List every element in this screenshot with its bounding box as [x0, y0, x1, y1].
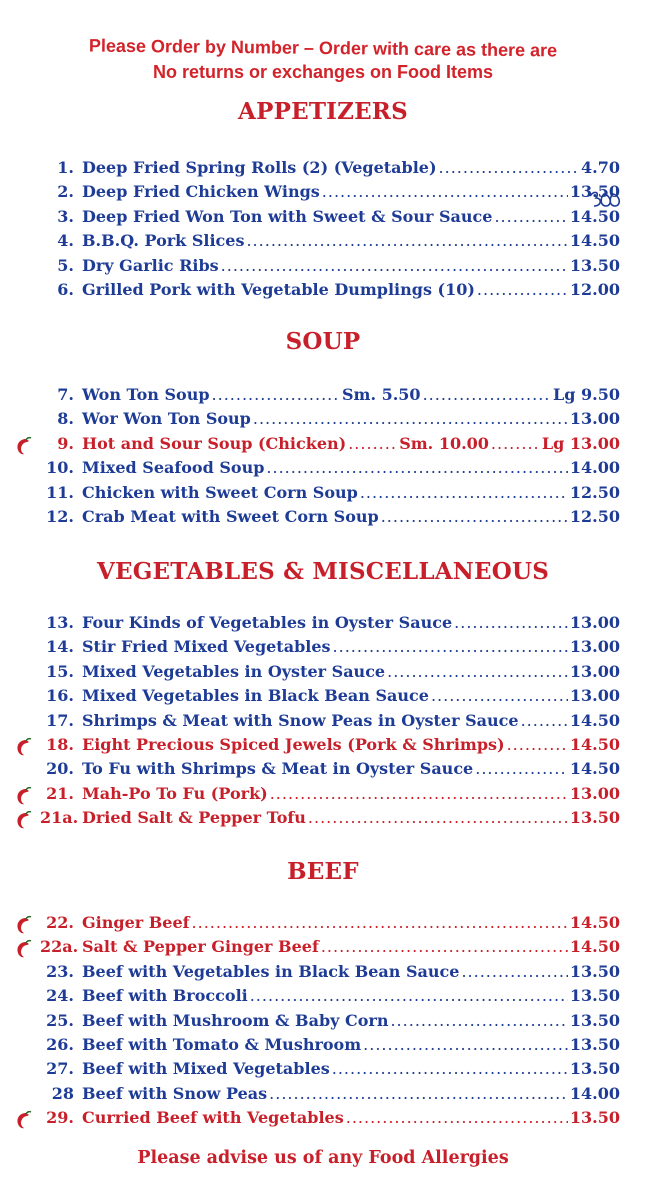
item-price: 13.50: [569, 808, 620, 828]
item-price: 14.50: [569, 206, 620, 226]
dot-leader: [221, 256, 568, 275]
menu-item: [40, 735, 620, 759]
menu-item: [40, 962, 620, 986]
dot-leader: [322, 182, 568, 201]
dot-leader: [346, 1108, 568, 1127]
item-price: 13.50: [569, 986, 620, 1006]
item-number: 23.: [46, 961, 74, 981]
section-title-appetizers: APPETIZERS: [238, 98, 408, 125]
menu-item: [40, 637, 620, 661]
item-name: Dry Garlic Ribs: [82, 255, 219, 275]
item-number: 27.: [46, 1059, 74, 1079]
item-name: Mixed Vegetables in Oyster Sauce: [82, 661, 386, 681]
menu-item: [40, 409, 620, 433]
menu-item: [40, 913, 620, 937]
item-name: Deep Fried Chicken Wings: [82, 182, 320, 202]
item-number: 21a.: [40, 808, 79, 828]
dot-leader: [507, 735, 568, 754]
vegetables-list: [40, 613, 620, 833]
item-price: 14.00: [569, 458, 620, 478]
handwritten-price-correction: [586, 186, 624, 216]
item-number: 15.: [46, 661, 74, 681]
item-number: 17.: [46, 710, 74, 730]
dot-leader: [439, 158, 579, 177]
item-number: 8.: [57, 409, 74, 429]
dot-leader: [363, 1035, 568, 1054]
item-price: 14.50: [569, 231, 620, 251]
menu-item: [40, 1035, 620, 1059]
menu-item: [40, 1059, 620, 1083]
dot-leader: [491, 434, 540, 453]
dot-leader: [461, 962, 567, 981]
item-number: 18.: [46, 734, 74, 754]
item-number: 29.: [46, 1108, 74, 1128]
menu-item: [40, 613, 620, 637]
item-number: 9.: [57, 433, 74, 453]
dot-leader: [381, 507, 568, 526]
item-name: Deep Fried Won Ton with Sweet & Sour Sauce: [82, 206, 493, 226]
item-price: 13.00: [569, 686, 620, 706]
dot-leader: [266, 458, 567, 477]
item-number: 28: [51, 1083, 74, 1103]
item-name: Salt & Pepper Ginger Beef: [82, 937, 319, 957]
item-name: Beef with Mushroom & Baby Corn: [82, 1010, 389, 1030]
chili-pepper-icon: [12, 737, 34, 757]
dot-leader: [348, 434, 397, 453]
dot-leader: [253, 409, 568, 428]
item-price: 13.50: [569, 255, 620, 275]
menu-item: [40, 1011, 620, 1035]
dot-leader: [321, 937, 568, 956]
item-name: Chicken with Sweet Corn Soup: [82, 482, 358, 502]
dot-leader: [423, 385, 551, 404]
item-name: Beef with Tomato & Mushroom: [82, 1034, 362, 1054]
menu-item: [40, 1108, 620, 1132]
item-name: Beef with Broccoli: [82, 986, 248, 1006]
item-name: Ginger Beef: [82, 913, 190, 932]
item-number: 13.: [46, 613, 74, 632]
chili-pepper-icon: [12, 810, 34, 830]
dot-leader: [521, 711, 568, 730]
chili-pepper-icon: [12, 1110, 34, 1130]
item-name: Wor Won Ton Soup: [82, 409, 251, 429]
beef-list: [40, 913, 620, 1133]
item-number: 25.: [46, 1010, 74, 1030]
menu-item: [40, 507, 620, 531]
dot-leader: [431, 686, 568, 705]
item-price: 13.50: [569, 182, 620, 202]
item-number: 16.: [46, 686, 74, 706]
item-number: 1.: [57, 158, 74, 177]
item-price: 14.50: [569, 913, 620, 932]
item-name: Crab Meat with Sweet Corn Soup: [82, 506, 379, 526]
item-price: 13.00: [569, 661, 620, 681]
dot-leader: [270, 784, 568, 803]
menu-item: [40, 483, 620, 507]
item-price: 13.00: [569, 409, 620, 429]
item-price: Lg 9.50: [553, 385, 620, 404]
item-number: 22a.: [40, 937, 79, 957]
menu-item: [40, 280, 620, 304]
dot-leader: [269, 1084, 568, 1103]
menu-item: [40, 207, 620, 231]
menu-item: [40, 231, 620, 255]
menu-item: [40, 986, 620, 1010]
menu-item: [40, 759, 620, 783]
item-number: 10.: [46, 458, 74, 478]
item-name: Dried Salt & Pepper Tofu: [82, 808, 306, 828]
dot-leader: [387, 662, 568, 681]
item-number: 14.: [46, 637, 74, 657]
item-price: 13.00: [569, 613, 620, 632]
item-number: 22.: [46, 913, 74, 932]
item-price: Lg 13.00: [541, 433, 620, 453]
item-number: 24.: [46, 986, 74, 1006]
menu-item: [40, 434, 620, 458]
item-name: Four Kinds of Vegetables in Oyster Sauce: [82, 613, 453, 632]
menu-item: [40, 182, 620, 206]
menu-item: [40, 686, 620, 710]
item-number: 26.: [46, 1034, 74, 1054]
item-price: 13.00: [569, 783, 620, 803]
item-name: Beef with Snow Peas: [82, 1083, 268, 1103]
item-name: To Fu with Shrimps & Meat in Oyster Sauce: [82, 759, 474, 779]
notice-line-2: No returns or exchanges on Food Items: [152, 62, 494, 82]
item-name: Won Ton Soup: [82, 385, 210, 404]
menu-item: [40, 784, 620, 808]
dot-leader: [477, 280, 568, 299]
section-title-beef: BEEF: [287, 858, 359, 885]
item-name: Shrimps & Meat with Snow Peas in Oyster Sauce: [82, 710, 519, 730]
item-price: 14.50: [569, 937, 620, 957]
appetizers-list: [40, 158, 620, 304]
order-notice: [0, 36, 646, 84]
item-number: 2.: [57, 182, 74, 202]
dot-leader: [246, 231, 567, 250]
menu-item: [40, 662, 620, 686]
item-price: 12.50: [569, 506, 620, 526]
item-name: B.B.Q. Pork Slices: [82, 231, 245, 251]
dot-leader: [250, 986, 568, 1005]
dot-leader: [212, 385, 340, 404]
menu-item: [40, 711, 620, 735]
item-price: 12.50: [569, 482, 620, 502]
dot-leader: [308, 808, 568, 827]
item-price: 13.50: [569, 1059, 620, 1079]
item-price: 13.50: [569, 1108, 620, 1128]
dot-leader: [494, 207, 567, 226]
item-name: Beef with Mixed Vegetables: [82, 1059, 330, 1079]
chili-pepper-icon: [12, 915, 34, 935]
item-price: 12.00: [569, 279, 620, 299]
soup-list: [40, 385, 620, 531]
item-number: 6.: [57, 279, 74, 299]
item-price: 13.00: [569, 637, 620, 657]
menu-item: [40, 937, 620, 961]
item-name: Deep Fried Spring Rolls (2) (Vegetable): [82, 158, 437, 177]
section-title-vegetables: VEGETABLES & MISCELLANEOUS: [96, 558, 550, 585]
item-price: 4.70: [581, 158, 620, 177]
dot-leader: [360, 483, 568, 502]
item-number: 12.: [46, 506, 74, 526]
item-price: 14.00: [569, 1083, 620, 1103]
dot-leader: [454, 613, 568, 632]
item-number: 21.: [46, 783, 74, 803]
dot-leader: [192, 913, 568, 932]
item-number: 3.: [57, 206, 74, 226]
item-name: Mixed Seafood Soup: [82, 458, 265, 478]
allergy-footer: Please advise us of any Food Allergies: [137, 1148, 509, 1168]
item-price: 14.50: [569, 710, 620, 730]
dot-leader: [475, 759, 568, 778]
item-number: 7.: [57, 385, 74, 404]
notice-line-1: Please Order by Number – Order with care as there are: [88, 35, 558, 61]
menu-item: [40, 256, 620, 280]
item-price: 13.50: [569, 1034, 620, 1054]
menu-item: [40, 808, 620, 832]
item-number: 20.: [46, 759, 74, 779]
menu-item: [40, 385, 620, 409]
item-price: 13.50: [569, 961, 620, 981]
item-name: Grilled Pork with Vegetable Dumplings (10): [82, 279, 475, 299]
item-name: Mah-Po To Fu (Pork): [82, 783, 268, 803]
menu-item: [40, 158, 620, 182]
chili-pepper-icon: [12, 939, 34, 959]
item-small-price: Sm. 5.50: [341, 385, 421, 404]
item-name: Curried Beef with Vegetables: [82, 1108, 344, 1128]
item-number: 11.: [46, 482, 74, 502]
item-name: Beef with Vegetables in Black Bean Sauce: [82, 961, 460, 981]
item-name: Eight Precious Spiced Jewels (Pork & Shrimps): [82, 734, 505, 754]
item-name: Stir Fried Mixed Vegetables: [82, 637, 331, 657]
item-name: Hot and Sour Soup (Chicken): [82, 433, 347, 453]
item-number: 4.: [57, 231, 74, 251]
item-price: 13.50: [569, 1010, 620, 1030]
menu-item: [40, 458, 620, 482]
menu-item: [40, 1084, 620, 1108]
item-price: 14.50: [569, 734, 620, 754]
dot-leader: [390, 1011, 567, 1030]
chili-pepper-icon: [12, 786, 34, 806]
dot-leader: [333, 637, 568, 656]
item-name: Mixed Vegetables in Black Bean Sauce: [82, 686, 429, 706]
chili-pepper-icon: [12, 436, 34, 456]
section-title-soup: SOUP: [285, 328, 361, 355]
item-price: 14.50: [569, 759, 620, 779]
item-number: 5.: [57, 255, 74, 275]
item-small-price: Sm. 10.00: [399, 433, 489, 453]
dot-leader: [332, 1059, 568, 1078]
